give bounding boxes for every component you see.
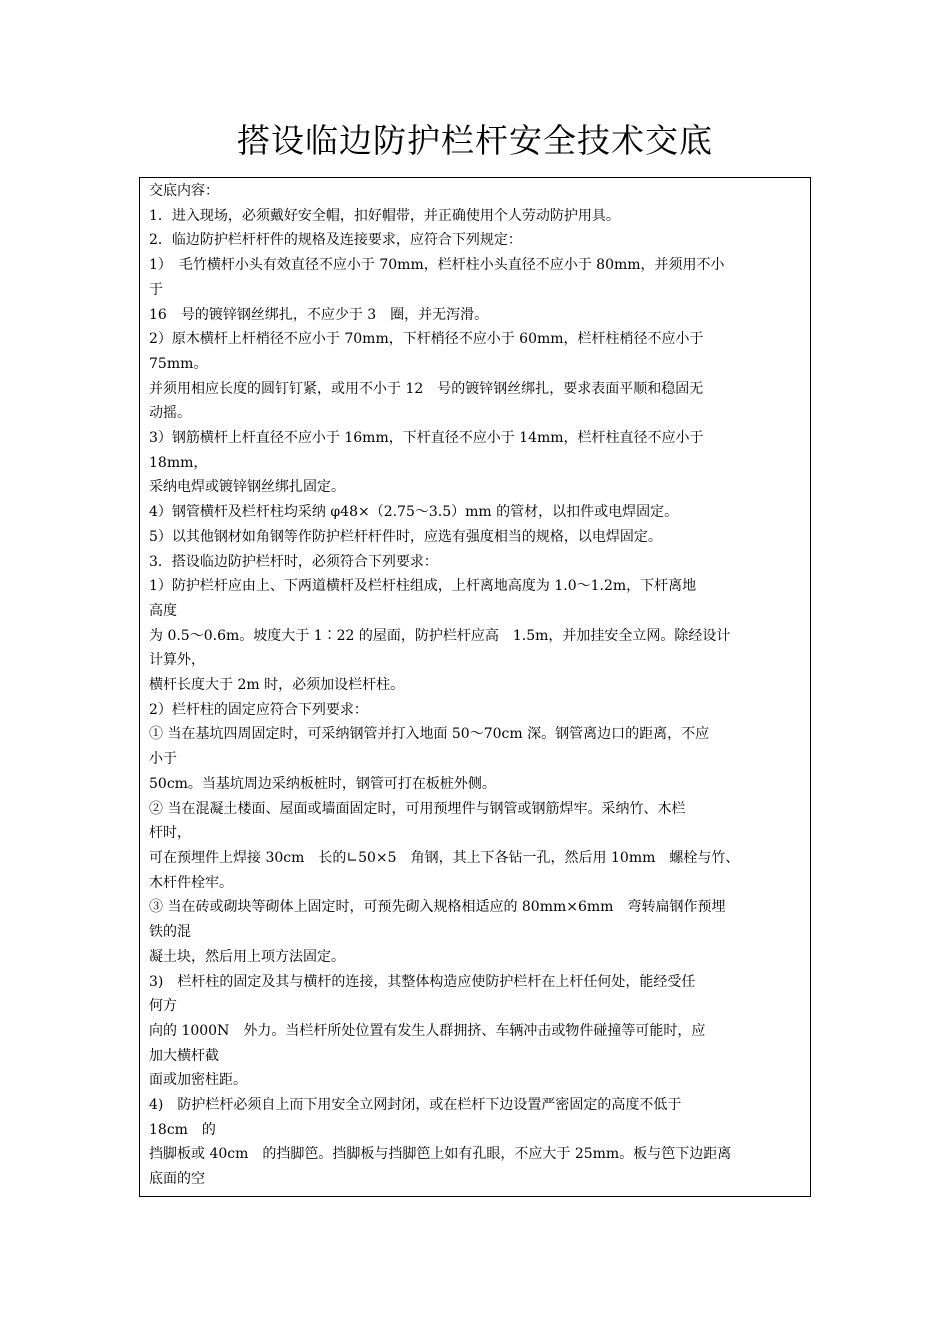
content-line: ③ 当在砖或砌块等砌体上固定时，可预先砌入规格相适应的 80mm×6mm 弯转扁钢作预埋	[149, 899, 726, 916]
content-line: 铁的混	[149, 924, 191, 941]
disclosure-content-box	[139, 177, 811, 1197]
content-line: 3）钢筋横杆上杆直径不应小于 16mm，下杆直径不应小于 14mm，栏杆柱直径不应小于	[149, 430, 704, 447]
content-line: ① 当在基坑四周固定时，可采纳钢管并打入地面 50～70cm 深。钢管离边口的距离，不应	[149, 726, 710, 743]
content-line: 高度	[149, 602, 177, 619]
content-line: 2）栏杆柱的固定应符合下列要求：	[149, 701, 368, 718]
content-line: 50cm。当基坑周边采纳板桩时，钢管可打在板桩外侧。	[149, 775, 496, 792]
content-line: 交底内容：	[149, 183, 219, 199]
content-line: 采纳电焊或镀锌钢丝绑扎固定。	[149, 479, 345, 496]
content-line: 2）原木横杆上杆梢径不应小于 70mm，下杆梢径不应小于 60mm，栏杆柱梢径不应小于	[149, 331, 704, 348]
content-line: 木杆件栓牢。	[149, 874, 233, 891]
content-line: 杆时，	[149, 825, 191, 842]
content-line: 16 号的镀锌钢丝绑扎，不应少于 3 圈，并无泻滑。	[149, 306, 489, 323]
content-line: 1．进入现场，必须戴好安全帽，扣好帽带，并正确使用个人劳动防护用具。	[149, 207, 620, 224]
content-line: 底面的空	[149, 1171, 205, 1188]
content-line: 1） 毛竹横杆小头有效直径不应小于 70mm，栏杆柱小头直径不应小于 80mm，并须用不小	[149, 257, 725, 274]
content-line: 面或加密柱距。	[149, 1072, 247, 1089]
content-line: 加大横杆截	[149, 1047, 219, 1064]
content-line: 小于	[149, 751, 177, 768]
content-line: 为 0.5～0.6m。坡度大于 1∶22 的屋面，防护栏杆应高 1.5m，并加挂安全立网。除经设计	[149, 627, 731, 644]
content-line: 动摇。	[149, 405, 191, 422]
document-title: 搭设临边防护栏杆安全技术交底	[237, 121, 713, 160]
content-line: 1）防护栏杆应由上、下两道横杆及栏杆柱组成，上杆离地高度为 1.0～1.2m，下杆离地	[149, 578, 697, 595]
content-line: 挡脚板或 40cm 的挡脚笆。挡脚板与挡脚笆上如有孔眼，不应大于 25mm。板与笆下边距离	[149, 1146, 732, 1163]
content-line: 18cm 的	[149, 1121, 216, 1138]
content-line: 可在预埋件上焊接 30cm 长的∟50×5 角钢，其上下各钻一孔，然后用 10mm 螺栓与竹、	[149, 849, 740, 866]
content-line: 3) 栏杆柱的固定及其与横杆的连接，其整体构造应使防护栏杆在上杆任何处，能经受任	[149, 973, 696, 990]
content-line: 于	[149, 281, 163, 298]
content-line: 向的 1000N 外力。当栏杆所处位置有发生人群拥挤、车辆冲击或物件碰撞等可能时，应	[149, 1022, 706, 1039]
content-line: 3．搭设临边防护栏杆时，必须符合下列要求：	[149, 553, 438, 570]
content-line: 何方	[149, 998, 177, 1015]
content-line: 5）以其他钢材如角钢等作防护栏杆杆件时，应选有强度相当的规格，以电焊固定。	[149, 528, 662, 545]
content-line: ② 当在混凝土楼面、屋面或墙面固定时，可用预埋件与钢管或钢筋焊牢。采纳竹、木栏	[149, 800, 686, 817]
content-line: 18mm，	[149, 454, 208, 471]
content-line: 75mm。	[149, 355, 208, 372]
content-line: 计算外，	[149, 652, 205, 669]
content-line: 4) 防护栏杆必须自上而下用安全立网封闭，或在栏杆下边设置严密固定的高度不低于	[149, 1097, 682, 1114]
content-line: 横杆长度大于 2m 时，必须加设栏杆柱。	[149, 677, 405, 694]
content-line: 4）钢管横杆及栏杆柱均采纳 φ48×（2.75～3.5）mm 的管材，以扣件或电焊固定。	[149, 504, 679, 521]
content-line: 并须用相应长度的圆钉钉紧，或用不小于 12 号的镀锌钢丝绑扎，要求表面平顺和稳固无	[149, 380, 704, 397]
content-line: 2．临边防护栏杆杆件的规格及连接要求，应符合下列规定：	[149, 232, 522, 249]
content-line: 凝土块，然后用上项方法固定。	[149, 948, 345, 965]
